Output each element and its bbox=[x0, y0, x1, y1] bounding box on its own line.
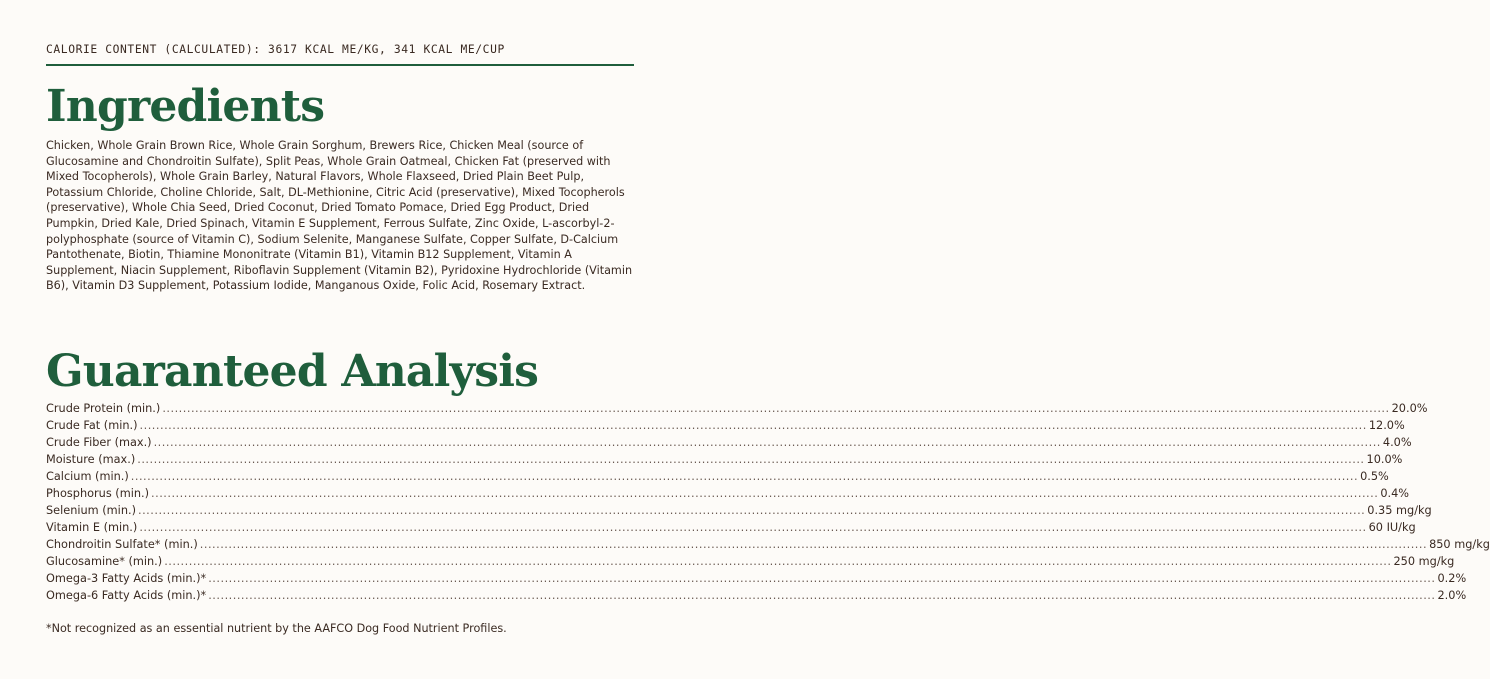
dot-leader: ............................................................................................................................................................................................................................................................................................................ bbox=[153, 436, 1381, 449]
analysis-label: Crude Protein (min.) bbox=[46, 402, 161, 415]
analysis-label: Omega-6 Fatty Acids (min.)* bbox=[46, 589, 207, 602]
analysis-label: Vitamin E (min.) bbox=[46, 521, 138, 534]
dot-leader: ............................................................................................................................................................................................................................................................................................................ bbox=[199, 538, 1428, 551]
analysis-row bbox=[46, 536, 1490, 553]
analysis-value: 0.2% bbox=[1437, 572, 1467, 585]
analysis-value: 2.0% bbox=[1437, 589, 1467, 602]
analysis-value: 0.5% bbox=[1360, 470, 1389, 483]
analysis-value: 850 mg/kg bbox=[1429, 538, 1490, 551]
analysis-value: 60 IU/kg bbox=[1368, 521, 1416, 534]
analysis-label: Calcium (min.) bbox=[46, 470, 129, 483]
analysis-label: Crude Fat (min.) bbox=[46, 419, 138, 432]
footnote: *Not recognized as an essential nutrient by the AAFCO Dog Food Nutrient Profiles. bbox=[46, 622, 507, 635]
analysis-row bbox=[46, 417, 1405, 434]
analysis-value: 12.0% bbox=[1368, 419, 1405, 432]
analysis-row bbox=[46, 587, 1467, 604]
analysis-label: Moisture (max.) bbox=[46, 453, 136, 466]
analysis-row bbox=[46, 434, 1412, 451]
ingredients-heading: Ingredients bbox=[46, 81, 325, 132]
guaranteed-analysis-heading: Guaranteed Analysis bbox=[46, 346, 539, 397]
analysis-row bbox=[46, 468, 1389, 485]
analysis-row bbox=[46, 502, 1432, 519]
analysis-value: 250 mg/kg bbox=[1393, 555, 1455, 568]
ingredients-list: Chicken, Whole Grain Brown Rice, Whole Grain Sorghum, Brewers Rice, Chicken Meal (source of Glucosamine and Chondroitin Sulfate), Split Peas, Whole Grain Oatmeal, Chicken Fat (preserved with Mixed Tocopherols), Whole Grain Barley, Natural Flavors, Whole Flaxseed, Dried Plain Beet Pulp, Potassium Chloride, Choline Chloride, Salt, DL-Methionine, Citric Acid (preservative), Mixed Tocopherols (preservative), Whole Chia Seed, Dried Coconut, Dried Tomato Pomace, Dried Egg Product, Dried Pumpkin, Dried Kale, Dried Spinach, Vitamin E Supplement, Ferrous Sulfate, Zinc Oxide, L-ascorbyl-2-polyphosphate (source of Vitamin C), Sodium Selenite, Manganese Sulfate, Copper Sulfate, D-Calcium Pantothenate, Biotin, Thiamine Mononitrate (Vitamin B1), Vitamin B12 Supplement, Vitamin A Supplement, Niacin Supplement, Riboflavin Supplement (Vitamin B2), Pyridoxine Hydrochloride (Vitamin B6), Vitamin D3 Supplement, Potassium Iodide, Manganous Oxide, Folic Acid, Rosemary Extract. bbox=[46, 139, 633, 293]
analysis-row bbox=[46, 451, 1403, 468]
analysis-label: Selenium (min.) bbox=[46, 504, 136, 517]
dot-leader: ............................................................................................................................................................................................................................................................................................................ bbox=[164, 555, 1392, 568]
analysis-value: 10.0% bbox=[1366, 453, 1403, 466]
dot-leader: ............................................................................................................................................................................................................................................................................................................ bbox=[130, 470, 1359, 483]
analysis-label: Phosphorus (min.) bbox=[46, 487, 150, 500]
analysis-label: Omega-3 Fatty Acids (min.)* bbox=[46, 572, 207, 585]
analysis-row bbox=[46, 400, 1428, 417]
analysis-label: Crude Fiber (max.) bbox=[46, 436, 152, 449]
divider bbox=[46, 64, 634, 66]
analysis-row bbox=[46, 570, 1467, 587]
dot-leader: ............................................................................................................................................................................................................................................................................................................ bbox=[151, 487, 1379, 500]
analysis-value: 4.0% bbox=[1382, 436, 1412, 449]
analysis-row bbox=[46, 485, 1410, 502]
analysis-row bbox=[46, 519, 1416, 536]
analysis-label: Glucosamine* (min.) bbox=[46, 555, 163, 568]
dot-leader: ............................................................................................................................................................................................................................................................................................................ bbox=[208, 572, 1436, 585]
analysis-label: Chondroitin Sulfate* (min.) bbox=[46, 538, 198, 551]
dot-leader: ............................................................................................................................................................................................................................................................................................................ bbox=[208, 589, 1436, 602]
dot-leader: ............................................................................................................................................................................................................................................................................................................ bbox=[139, 521, 1367, 534]
guaranteed-analysis-table bbox=[46, 400, 1490, 604]
analysis-value: 20.0% bbox=[1391, 402, 1428, 415]
dot-leader: ............................................................................................................................................................................................................................................................................................................ bbox=[162, 402, 1390, 415]
calorie-content: CALORIE CONTENT (CALCULATED): 3617 KCAL ME/KG, 341 KCAL ME/CUP bbox=[46, 43, 505, 56]
analysis-row bbox=[46, 553, 1455, 570]
dot-leader: ............................................................................................................................................................................................................................................................................................................ bbox=[137, 453, 1365, 466]
dot-leader: ............................................................................................................................................................................................................................................................................................................ bbox=[139, 419, 1367, 432]
analysis-value: 0.35 mg/kg bbox=[1367, 504, 1432, 517]
dot-leader: ............................................................................................................................................................................................................................................................................................................ bbox=[137, 504, 1366, 517]
analysis-value: 0.4% bbox=[1380, 487, 1410, 500]
